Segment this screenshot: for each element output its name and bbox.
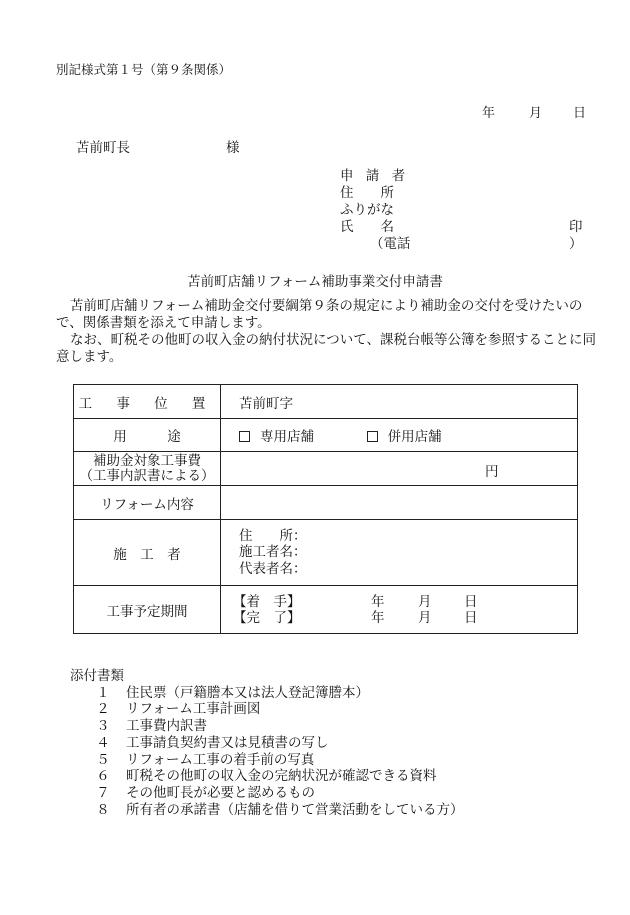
attachment-num: １	[96, 684, 110, 701]
location-value-text: 苫前町字	[239, 395, 293, 412]
attachment-text: 住民票（戸籍謄本又は法人登記簿謄本）	[126, 684, 369, 701]
attachment-num: ２	[96, 701, 110, 718]
period-label-text: 工事予定期間	[106, 603, 188, 620]
contractor-label-text: 施 工 者	[113, 546, 181, 563]
period-end-year: 年	[371, 609, 385, 626]
checkbox-dedicated-store[interactable]	[239, 431, 250, 442]
location-label	[74, 385, 221, 419]
period-start-month: 月	[418, 593, 432, 610]
attachment-num: ６	[96, 768, 110, 785]
attachment-num: ３	[96, 718, 110, 735]
row-location	[74, 385, 578, 419]
attachments	[70, 668, 464, 818]
attachment-item	[70, 768, 464, 785]
attachment-item	[70, 802, 464, 819]
contractor-value	[221, 520, 578, 586]
contractor-company-label: 施工者名：	[239, 544, 307, 561]
attachment-text: リフォーム工事の着手前の写真	[126, 751, 315, 768]
option-dedicated-store: 専用店舗	[260, 429, 314, 445]
content-value[interactable]	[221, 486, 578, 520]
body-text	[56, 298, 606, 366]
attachment-text: 工事費内訳書	[126, 718, 207, 735]
row-content	[74, 486, 578, 520]
period-value	[221, 586, 578, 634]
cost-label-line2: （工事内訳書による）	[79, 467, 215, 484]
addressee-name: 苫前町長	[76, 140, 130, 156]
content-label-text: リフォーム内容	[100, 496, 194, 513]
attachment-num: ４	[96, 734, 110, 751]
period-start-label: 【着 手】	[233, 593, 301, 610]
application-table	[73, 384, 578, 634]
attachment-item	[70, 785, 464, 802]
period-start-year: 年	[371, 593, 385, 610]
use-label-text: 用 途	[113, 429, 181, 445]
seal-mark: 印	[569, 219, 583, 235]
applicant-furigana-label: ふりがな	[340, 202, 394, 218]
applicant-name-text: 氏 名	[340, 219, 394, 235]
date-month: 月	[529, 106, 543, 121]
location-value[interactable]	[221, 385, 578, 419]
body-paragraph-1: 苫前町店舗リフォーム補助金交付要綱第９条の規定により補助金の交付を受けたいので、関係書類を添えて申請します。	[56, 298, 583, 331]
phone-close: ）	[569, 236, 583, 252]
attachment-item	[70, 718, 464, 735]
contractor-representative-label: 代表者名：	[239, 560, 307, 577]
attachments-heading: 添付書類	[70, 668, 124, 684]
option-combined-store: 併用店舗	[387, 429, 442, 445]
attachment-text: 町税その他町の収入金の完納状況が確認できる資料	[126, 768, 437, 785]
applicant-name-label	[340, 219, 583, 236]
row-contractor	[74, 520, 578, 586]
content-label	[74, 486, 221, 520]
location-label-text: 工 事 位 置	[78, 395, 216, 412]
period-start-day: 日	[464, 593, 478, 610]
row-cost	[74, 452, 578, 486]
attachment-text: 所有者の承諾書（店舗を借りて営業活動をしている方）	[126, 801, 464, 818]
attachment-text: リフォーム工事計画図	[126, 701, 261, 718]
addressee-honorific: 様	[226, 140, 240, 156]
row-use	[74, 419, 578, 452]
applicant-heading: 申 請 者	[340, 168, 410, 184]
form-label: 別記様式第１号（第９条関係）	[56, 62, 232, 77]
use-value	[221, 419, 578, 452]
attachment-item	[70, 701, 464, 718]
body-paragraph-2: なお、町税その他町の収入金の納付状況について、課税台帳等公簿を参照することに同意します。	[56, 332, 596, 365]
cost-label	[74, 452, 221, 486]
period-end-row	[233, 610, 567, 626]
attachment-item	[70, 735, 464, 752]
attachment-item	[70, 752, 464, 769]
cost-label-line1: 補助金対象工事費	[93, 452, 201, 469]
applicant-phone	[340, 236, 583, 253]
attachment-item	[70, 685, 464, 702]
period-end-day: 日	[464, 609, 478, 626]
period-end-month: 月	[418, 609, 432, 626]
contractor-label	[74, 520, 221, 586]
contractor-address-label: 住 所：	[239, 527, 307, 544]
cost-value[interactable]	[221, 452, 578, 486]
applicant-block	[340, 168, 583, 253]
row-period	[74, 586, 578, 634]
period-start-row	[233, 594, 567, 610]
attachment-num: ７	[96, 784, 110, 801]
document-title: 苫前町店舗リフォーム補助事業交付申請書	[187, 274, 443, 290]
attachment-text: 工事請負契約書又は見積書の写し	[126, 734, 329, 751]
period-end-label: 【完 了】	[233, 609, 301, 626]
attachment-num: ５	[96, 751, 110, 768]
attachment-num: ８	[96, 801, 110, 818]
applicant-address-label: 住 所	[340, 185, 394, 201]
cost-unit: 円	[485, 464, 499, 480]
attachment-text: その他町長が必要と認めるもの	[126, 784, 315, 801]
phone-open: （電話	[370, 236, 411, 252]
use-label	[74, 419, 221, 452]
addressee	[76, 136, 240, 156]
date-year: 年	[482, 106, 496, 121]
date-day: 日	[573, 106, 587, 121]
checkbox-combined-store[interactable]	[367, 431, 378, 442]
period-label	[74, 586, 221, 634]
